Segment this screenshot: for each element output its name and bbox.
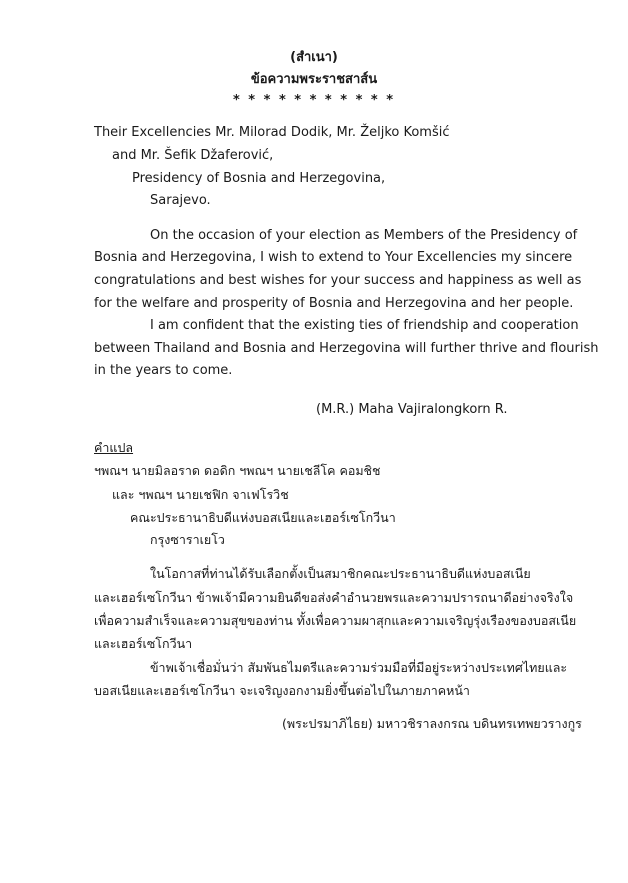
thai-para1-line-1: ในโอกาสที่ท่านได้รับเลือกตั้งเป็นสมาชิกคณะประธานาธิบดีแห่งบอสเนีย xyxy=(150,566,531,581)
english-para1-line-2: Bosnia and Herzegovina, I wish to extend to Your Excellencies my sincere xyxy=(94,250,573,265)
document-title: ข้อความพระราชสาส์น xyxy=(250,72,378,87)
english-para2-line-1: I am confident that the existing ties of friendship and cooperation xyxy=(150,318,579,333)
thai-signature: (พระปรมาภิไธย) มหาวชิราลงกรณ บดินทรเทพยวรางกูร xyxy=(282,716,582,731)
thai-para1-line-2: และเฮอร์เซโกวีนา ข้าพเจ้ามีความยินดีขอส่งคำอำนวยพรและความปรารถนาดีอย่างจริงใจ xyxy=(94,590,574,605)
english-para1-line-1: On the occasion of your election as Members of the Presidency of xyxy=(150,228,578,243)
english-para2-line-3: in the years to come. xyxy=(94,363,233,378)
thai-para1-line-3: เพื่อความสำเร็จและความสุขของท่าน ทั้งเพื่อความผาสุกและความเจริญรุ่งเรืองของบอสเนีย xyxy=(94,613,577,628)
thai-address-line-2: และ ฯพณฯ นายเชฟิก จาเฟโรวิช xyxy=(112,487,289,502)
thai-para1-line-4: และเฮอร์เซโกวีนา xyxy=(94,636,193,651)
english-para2-line-2: between Thailand and Bosnia and Herzegovina will further thrive and flourish xyxy=(94,341,599,356)
english-address-line-2: and Mr. Šefik Džaferović, xyxy=(112,148,274,163)
english-para1-line-3: congratulations and best wishes for your success and happiness as well as xyxy=(94,273,582,288)
thai-para2-line-2: บอสเนียและเฮอร์เซโกวีนา จะเจริญงอกงามยิ่งขึ้นต่อไปในภายภาคหน้า xyxy=(94,683,470,698)
thai-address-line-3: คณะประธานาธิบดีแห่งบอสเนียและเฮอร์เซโกวีนา xyxy=(130,510,396,525)
thai-para2-line-1: ข้าพเจ้าเชื่อมั่นว่า สัมพันธไมตรีและความร่วมมือที่มีอยู่ระหว่างประเทศไทยและ xyxy=(150,660,568,675)
translation-heading: คำแปล xyxy=(94,440,134,455)
english-address-line-3: Presidency of Bosnia and Herzegovina, xyxy=(132,171,386,186)
english-address-line-1: Their Excellencies Mr. Milorad Dodik, Mr. Željko Komšić xyxy=(94,125,450,140)
english-address-line-4: Sarajevo. xyxy=(150,193,211,208)
copy-label: (สำเนา) xyxy=(290,50,338,65)
english-signature: (M.R.) Maha Vajiralongkorn R. xyxy=(316,402,508,417)
thai-address-line-4: กรุงซาราเยโว xyxy=(150,532,225,547)
thai-address-line-1: ฯพณฯ นายมิลอราด ดอดิก ฯพณฯ นายเชลีโค คอมชิช xyxy=(94,463,381,478)
title-stars-divider: * * * * * * * * * * * xyxy=(232,93,396,108)
english-para1-line-4: for the welfare and prosperity of Bosnia and Herzegovina and her people. xyxy=(94,296,574,311)
